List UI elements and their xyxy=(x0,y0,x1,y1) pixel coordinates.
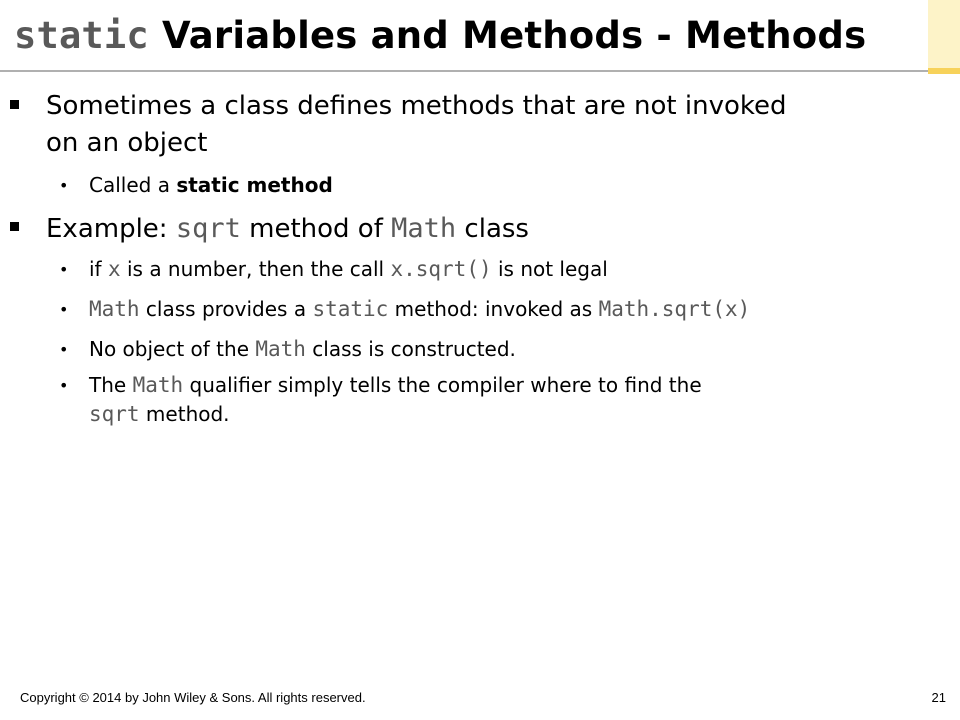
sub-line xyxy=(89,400,939,429)
code-sqrt: sqrt xyxy=(89,402,140,426)
footer-copyright: Copyright © 2014 by John Wiley & Sons. All rights reserved. xyxy=(20,690,366,705)
code-math-sqrt-x: Math.sqrt(x) xyxy=(598,297,751,321)
sub-bullet-static-method xyxy=(59,171,939,200)
sub-bullet-no-object xyxy=(59,335,939,364)
code-math: Math xyxy=(89,297,140,321)
title-divider xyxy=(0,70,960,72)
title-text: Variables and Methods - Methods xyxy=(148,14,867,57)
bullet-text: method of xyxy=(240,214,392,244)
bullet-text: class xyxy=(456,214,529,244)
dot-bullet-icon: • xyxy=(59,176,69,195)
code-static: static xyxy=(312,297,389,321)
sub-bullet-static-invocation xyxy=(59,295,939,324)
sub-text: Called a xyxy=(89,173,177,197)
code-x: x xyxy=(107,257,121,281)
sub-text: class is constructed. xyxy=(305,337,516,361)
sub-text: No object of the xyxy=(89,337,256,361)
sub-text: qualifier simply tells the compiler where to find the xyxy=(183,373,702,397)
dot-bullet-icon: • xyxy=(59,340,69,359)
code-math: Math xyxy=(132,373,184,397)
title-keyword: static xyxy=(14,14,149,57)
bullet-text: Example: xyxy=(46,214,176,244)
bullet-line: Sometimes a class defines methods that are not invoked xyxy=(46,91,787,121)
code-math: Math xyxy=(255,337,306,361)
title-accent-block xyxy=(928,0,960,70)
sub-text: if xyxy=(89,257,108,281)
code-x-sqrt: x.sqrt() xyxy=(390,257,492,281)
bullet-example xyxy=(46,210,936,248)
sub-text: is not legal xyxy=(491,257,608,281)
page-number: 21 xyxy=(931,690,946,705)
dot-bullet-icon: • xyxy=(59,260,69,279)
emphasis-text: static method xyxy=(176,173,333,197)
page-title xyxy=(14,14,866,57)
title-accent-line xyxy=(928,68,960,74)
bullet-line: on an object xyxy=(46,128,208,158)
sub-bullet-qualifier xyxy=(59,371,939,429)
code-sqrt: sqrt xyxy=(175,213,241,244)
sub-text: method. xyxy=(139,402,230,426)
code-math: Math xyxy=(391,213,457,244)
bullet-static-intro xyxy=(46,88,936,162)
dot-bullet-icon: • xyxy=(59,376,69,395)
square-bullet-icon xyxy=(10,100,19,109)
dot-bullet-icon: • xyxy=(59,300,69,319)
sub-text: is a number, then the call xyxy=(120,257,391,281)
square-bullet-icon xyxy=(10,222,19,231)
sub-text: method: invoked as xyxy=(388,297,599,321)
sub-bullet-not-legal xyxy=(59,255,939,284)
sub-text: The xyxy=(89,373,133,397)
sub-text: class provides a xyxy=(139,297,313,321)
sub-line xyxy=(89,371,939,400)
